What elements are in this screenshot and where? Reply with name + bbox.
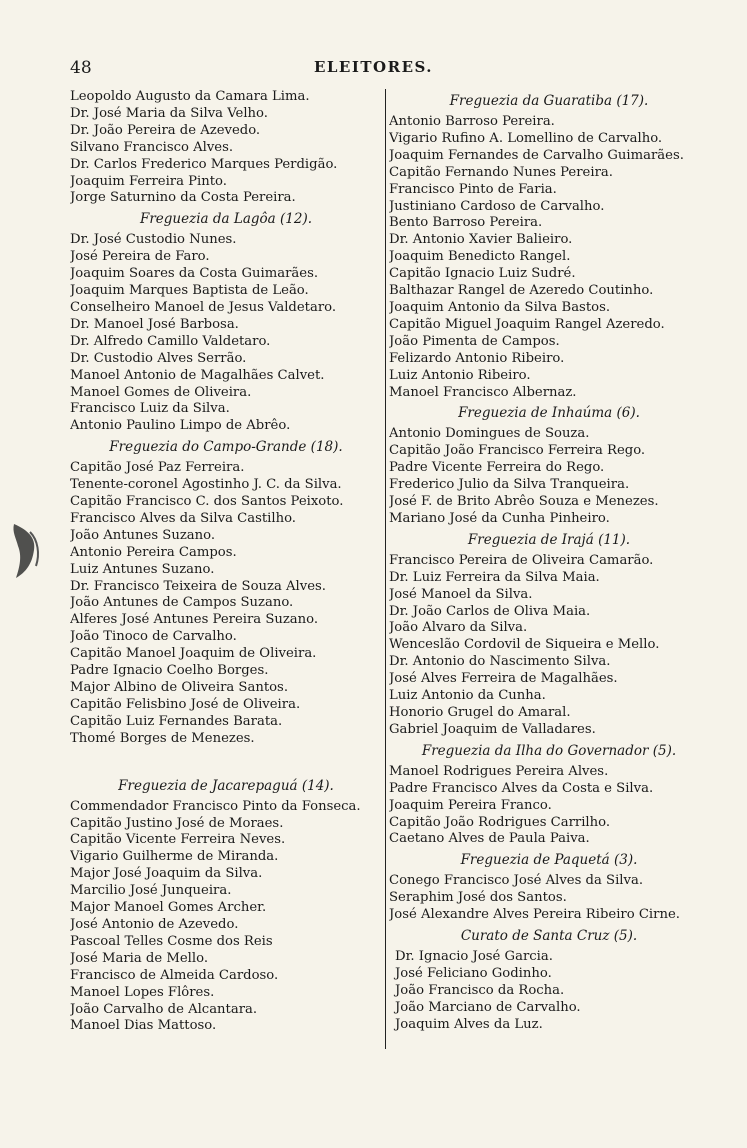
list-item: Manoel Dias Mattoso.: [70, 1018, 217, 1034]
section-heading: Freguezia do Campo-Grande (18).: [109, 439, 343, 456]
list-item: Francisco Pereira de Oliveira Camarão.: [389, 552, 654, 568]
list-item: Dr. Francisco Teixeira de Souza Alves.: [70, 578, 326, 594]
list-item: Capitão João Rodrigues Carrilho.: [389, 814, 611, 830]
list-item: Joaquim Antonio da Silva Bastos.: [389, 299, 611, 315]
section-heading: Curato de Santa Cruz (5).: [460, 928, 638, 945]
list-item: Dr. José Maria da Silva Velho.: [70, 105, 268, 121]
right-column: [389, 89, 709, 1034]
list-item: Antonio Pereira Campos.: [70, 544, 237, 560]
list-item: Manoel Rodrigues Pereira Alves.: [389, 763, 609, 779]
list-item: Capitão Fernando Nunes Pereira.: [389, 164, 613, 180]
list-item: Capitão Justino José de Moraes.: [70, 815, 284, 831]
list-item: Padre Ignacio Coelho Borges.: [70, 663, 269, 679]
left-column: [70, 89, 382, 1035]
section-heading: Freguezia de Paquetá (3).: [460, 852, 638, 869]
list-item: Dr. Antonio Xavier Balieiro.: [389, 232, 573, 248]
list-item: Manoel Antonio de Magalhães Calvet.: [70, 367, 325, 383]
list-item: Seraphim José dos Santos.: [389, 890, 567, 906]
list-item: Dr. João Carlos de Oliva Maia.: [389, 603, 591, 619]
list-item: Vigario Rufino A. Lomellino de Carvalho.: [389, 130, 663, 146]
list-item: Major Manoel Gomes Archer.: [70, 900, 267, 916]
binding-stain-icon: [6, 520, 46, 580]
list-item: José Pereira de Faro.: [70, 249, 210, 265]
list-item: Dr. Carlos Frederico Marques Perdigão.: [70, 156, 338, 172]
list-item: Caetano Alves de Paula Paiva.: [389, 831, 590, 847]
list-item: Joaquim Ferreira Pinto.: [70, 173, 227, 189]
list-item: José F. de Brito Abrêo Souza e Menezes.: [389, 494, 659, 510]
list-item: Dr. José Custodio Nunes.: [70, 232, 237, 248]
list-item: Capitão Vicente Ferreira Neves.: [70, 832, 286, 848]
list-item: Capitão João Francisco Ferreira Rego.: [389, 443, 646, 459]
list-item: Padre Francisco Alves da Costa e Silva.: [389, 780, 654, 796]
list-item: João Antunes Suzano.: [70, 527, 216, 543]
list-item: José Manoel da Silva.: [389, 586, 533, 602]
page-title: ELEITORES.: [313, 58, 434, 76]
list-item: Antonio Paulino Limpo de Abrêo.: [70, 418, 291, 434]
list-item: Capitão Miguel Joaquim Rangel Azeredo.: [389, 316, 665, 332]
list-item: Padre Vicente Ferreira do Rego.: [389, 460, 605, 476]
list-item: Joaquim Marques Baptista de Leão.: [70, 283, 309, 299]
list-item: Joaquim Pereira Franco.: [389, 797, 552, 813]
list-item: João Pimenta de Campos.: [389, 333, 560, 349]
page-header: [0, 58, 747, 82]
list-item: João Marciano de Carvalho.: [395, 999, 581, 1015]
list-item: Francisco Luiz da Silva.: [70, 401, 230, 417]
column-divider: [385, 89, 386, 1049]
section-heading: Freguezia de Inhaúma (6).: [458, 405, 640, 422]
section-heading: Freguezia de Jacarepaguá (14).: [118, 777, 334, 794]
list-item: Luiz Antonio Ribeiro.: [389, 367, 531, 383]
list-item: Major Albino de Oliveira Santos.: [70, 680, 289, 695]
list-item: Dr. Ignacio José Garcia.: [395, 949, 553, 965]
list-item: Gabriel Joaquim de Valladares.: [389, 721, 596, 737]
section-heading: Freguezia da Ilha do Governador (5).: [421, 742, 677, 759]
list-item: José Alves Ferreira de Magalhães.: [389, 671, 618, 687]
list-item: Wenceslão Cordovil de Siqueira e Mello.: [389, 637, 660, 653]
list-item: Honorio Grugel do Amaral.: [389, 705, 571, 720]
list-item: Justiniano Cardoso de Carvalho.: [389, 198, 605, 214]
section-heading: Freguezia da Lagôa (12).: [139, 211, 312, 228]
list-item: Joaquim Soares da Costa Guimarães.: [70, 266, 319, 282]
list-item: Conselheiro Manoel de Jesus Valdetaro.: [70, 299, 337, 315]
list-item: Joaquim Benedicto Rangel.: [389, 249, 571, 265]
list-item: Dr. João Pereira de Azevedo.: [70, 122, 261, 138]
list-item: João Tinoco de Carvalho.: [70, 629, 237, 645]
list-item: João Alvaro da Silva.: [389, 620, 528, 636]
list-item: Dr. Antonio do Nascimento Silva.: [389, 654, 611, 670]
list-item: José Antonio de Azevedo.: [70, 916, 239, 932]
list-item: Frederico Julio da Silva Tranqueira.: [389, 477, 630, 493]
list-item: José Feliciano Godinho.: [395, 965, 552, 981]
list-item: Dr. Luiz Ferreira da Silva Maia.: [389, 569, 600, 585]
list-item: Dr. Manoel José Barbosa.: [70, 316, 239, 332]
list-item: Tenente-coronel Agostinho J. C. da Silva.: [70, 477, 342, 493]
list-item: Joaquim Fernandes de Carvalho Guimarães.: [389, 147, 684, 163]
list-item: Major José Joaquim da Silva.: [70, 866, 263, 882]
list-item: Dr. Alfredo Camillo Valdetaro.: [70, 333, 271, 349]
list-item: João Antunes de Campos Suzano.: [70, 595, 294, 611]
list-item: Manoel Gomes de Oliveira.: [70, 384, 252, 400]
list-item: João Francisco da Rocha.: [395, 982, 565, 998]
list-item: Dr. Custodio Alves Serrão.: [70, 350, 247, 366]
list-item: Vigario Guilherme de Miranda.: [70, 849, 279, 865]
list-item: Antonio Domingues de Souza.: [389, 426, 590, 442]
list-item: Manoel Lopes Flôres.: [70, 984, 215, 1000]
list-item: Bento Barroso Pereira.: [389, 215, 543, 231]
section-spacer: [70, 748, 382, 774]
section-heading: Freguezia de Irajá (11).: [467, 531, 631, 548]
section-heading: Freguezia da Guaratiba (17).: [449, 93, 649, 109]
list-item: Luiz Antonio da Cunha.: [389, 688, 546, 704]
list-item: Capitão Manoel Joaquim de Oliveira.: [70, 646, 317, 662]
list-item: Leopoldo Augusto da Camara Lima.: [70, 89, 310, 104]
list-item: Jorge Saturnino da Costa Pereira.: [70, 190, 296, 206]
list-item: Capitão Francisco C. dos Santos Peixoto.: [70, 494, 344, 510]
list-item: Capitão José Paz Ferreira.: [70, 460, 245, 476]
list-item: Francisco Alves da Silva Castilho.: [70, 510, 296, 526]
list-item: Luiz Antunes Suzano.: [70, 561, 215, 577]
list-item: Silvano Francisco Alves.: [70, 139, 234, 155]
list-item: Marcilio José Junqueira.: [70, 883, 232, 899]
list-item: José Alexandre Alves Pereira Ribeiro Cirne.: [389, 907, 680, 923]
list-item: João Carvalho de Alcantara.: [70, 1001, 258, 1017]
list-item: Conego Francisco José Alves da Silva.: [389, 873, 644, 889]
list-item: Joaquim Alves da Luz.: [395, 1016, 543, 1032]
list-item: José Maria de Mello.: [70, 950, 209, 966]
list-item: Commendador Francisco Pinto da Fonseca.: [70, 798, 361, 814]
list-item: Felizardo Antonio Ribeiro.: [389, 350, 565, 366]
list-item: Balthazar Rangel de Azeredo Coutinho.: [389, 283, 654, 299]
list-item: Pascoal Telles Cosme dos Reis: [70, 933, 273, 949]
list-item: Antonio Barroso Pereira.: [389, 114, 555, 129]
list-item: Capitão Felisbino José de Oliveira.: [70, 696, 301, 712]
list-item: Capitão Luiz Fernandes Barata.: [70, 713, 283, 729]
list-item: Alferes José Antunes Pereira Suzano.: [70, 612, 319, 628]
list-item: Francisco de Almeida Cardoso.: [70, 967, 279, 983]
page-number: 48: [70, 58, 92, 78]
list-item: Manoel Francisco Albernaz.: [389, 384, 577, 400]
list-item: Francisco Pinto de Faria.: [389, 181, 557, 197]
list-item: Mariano José da Cunha Pinheiro.: [389, 510, 610, 526]
list-item: Thomé Borges de Menezes.: [70, 730, 255, 746]
list-item: Capitão Ignacio Luiz Sudré.: [389, 266, 576, 282]
